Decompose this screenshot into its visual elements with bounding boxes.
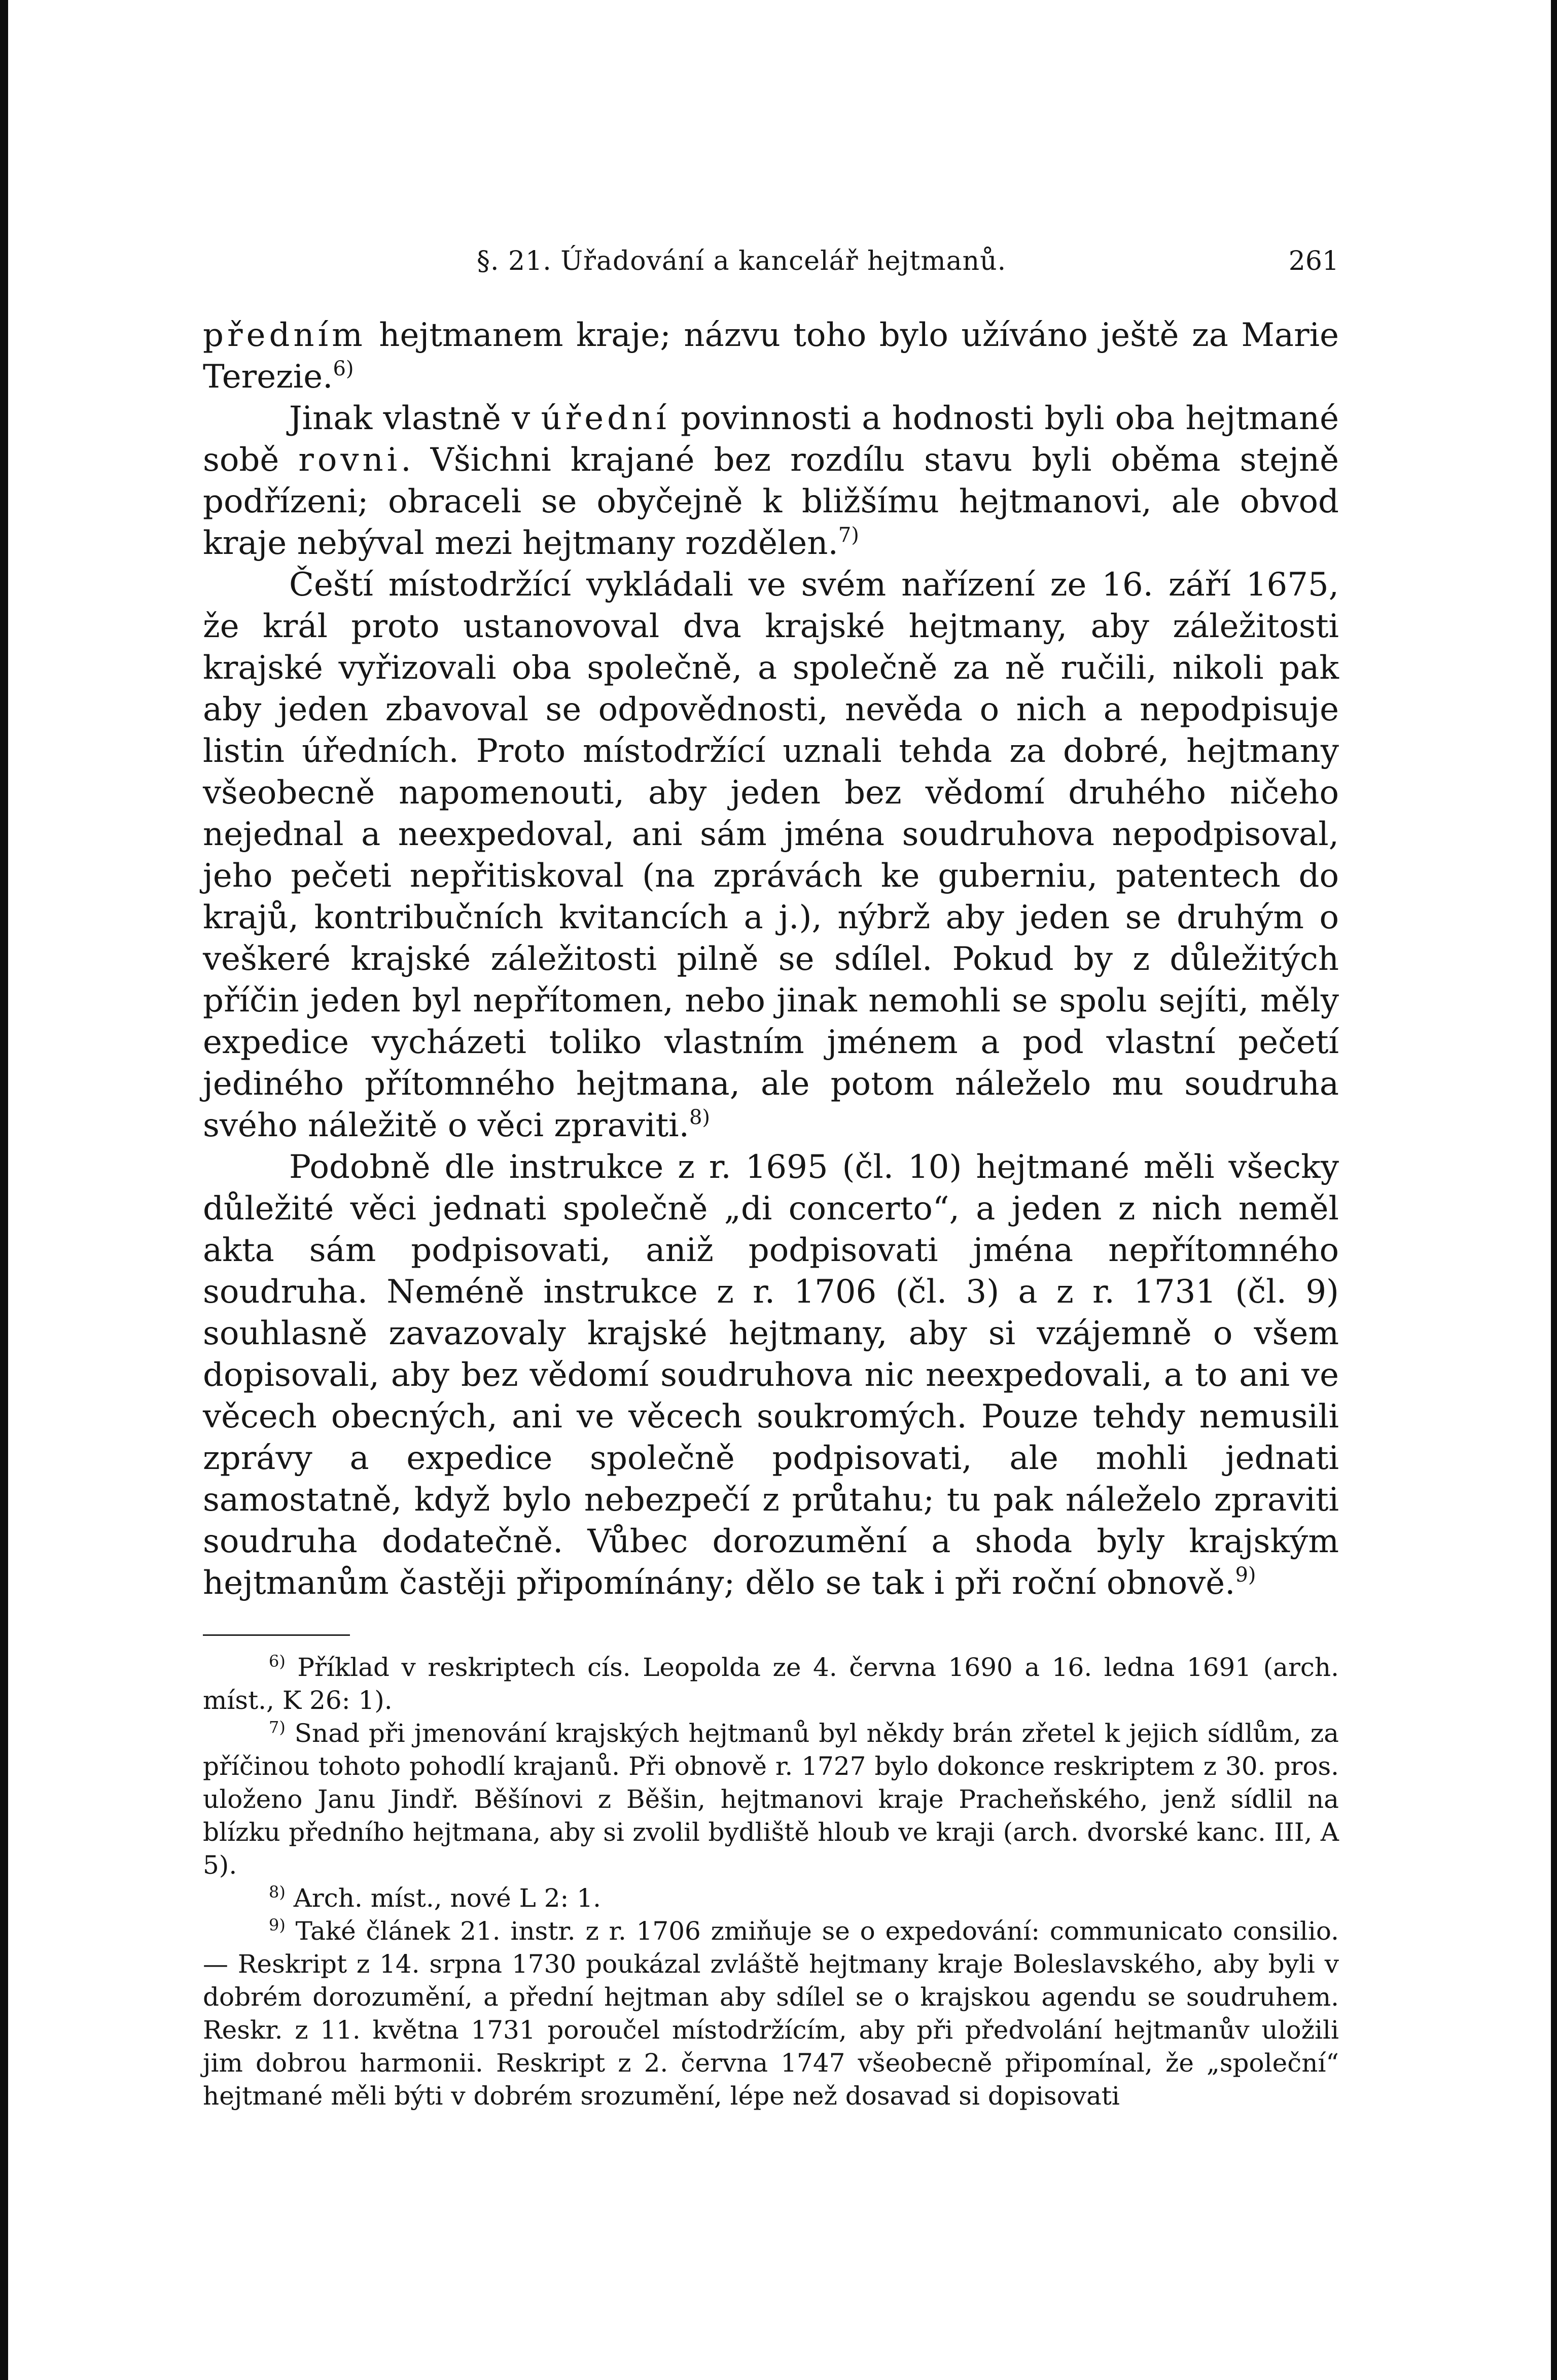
footnotes <box>203 1651 1339 2113</box>
scan-border-left <box>0 0 8 2380</box>
emphasized-word: rovni <box>298 441 401 479</box>
paragraph-text: povinnosti a hodnosti byli oba hejtmané sobě <box>203 400 1339 479</box>
footnote-mark: 7) <box>269 1718 286 1737</box>
emphasized-word: předním <box>203 317 366 354</box>
paragraph-text: Čeští místodržící vykládali ve svém nařízení ze 16. září 1675, že král proto ustanovoval dva krajské hejtmany, aby záležitosti krajské vyřizovali oba společně, a společně za ně ručili, nikoli pak aby jeden zbavoval se odpovědnosti, nevěda o nich a nepodpisuje listin úředních. Proto místodržící uznali tehda za dobré, hejtmany všeobecně napomenouti, aby jeden bez vědomí druhého ničeho nejednal a neexpedoval, ani sám jména soudruhova nepodpisoval, jeho pečeti nepřitiskoval (na zprávách ke guberniu, patentech do krajů, kontribučních kvitancích a j.), nýbrž aby jeden se druhým o veškeré krajské záležitosti pilně se sdílel. Pokud by z důležitých příčin jeden byl nepřítomen, nebo jinak nemohli se spolu sejíti, měly expedice vycházeti toliko vlastním jménem a pod vlastní pečetí jediného přítomného hejtmana, ale potom náleželo mu soudruha svého náležitě o věci zpraviti. <box>203 566 1339 1144</box>
paragraph-text: . Všichni krajané bez rozdílu stavu byli oběma stejně podřízeni; obraceli se obyčejně k bližšímu hejtmanovi, ale obvod kraje nebýval mezi hejtmany rozdělen. <box>203 441 1339 562</box>
footnote-text: Také článek 21. instr. z r. 1706 zmiňuje se o expedování: communicato consilio. — Reskript z 14. srpna 1730 poukázal zvláště hejtmany kraje Boleslavského, aby byli v dobrém dorozumění, a přední hejtman aby sdílel se o krajskou agendu se soudruhem. Reskr. z 11. května 1731 poroučel místodržícím, aby při předvolání hejtmanův uložili jim dobrou harmonii. Reskript z 2. června 1747 všeobecně připomínal, že „společní“ hejtmané měli býti v dobrém srozumění, lépe než dosavad si dopisovati <box>203 1916 1339 2111</box>
footnote-8 <box>203 1882 1339 1915</box>
paragraph-text: Podobně dle instrukce z r. 1695 (čl. 10) hejtmané měli všecky důležité věci jednati společně „di concerto“, a jeden z nich neměl akta sám podpisovati, aniž podpisovati jména nepřítomného soudruha. Neméně instrukce z r. 1706 (čl. 3) a z r. 1731 (čl. 9) souhlasně zavazovaly krajské hejtmany, aby si vzájemně o všem dopisovali, aby bez vědomí soudruhova nic neexpedovali, a to ani ve věcech obecných, ani ve věcech soukromých. Pouze tehdy nemusili zprávy a expedice společně podpisovati, ale mohli jednati samostatně, když bylo nebezpečí z průtahu; tu pak náleželo zpraviti soudruha dodatečně. Vůbec dorozumění a shoda byly krajským hejtmanům častěji připomínány; dělo se tak i při roční obnově. <box>203 1148 1339 1602</box>
footnote-mark: 6) <box>269 1652 286 1671</box>
footnote-text: Snad při jmenování krajských hejtmanů byl někdy brán zřetel k jejich sídlům, za příčinou tohoto pohodlí krajanů. Při obnově r. 1727 bylo dokonce reskriptem z 30. pros. uloženo Janu Jindř. Běšínovi z Běšin, hejtmanovi kraje Pracheňského, jenž sídlil na blízku předního hejtmana, aby si zvolil bydliště hloub ve kraji (arch. dvorské kanc. III, A 5). <box>203 1719 1339 1880</box>
footnote-mark: 9) <box>269 1915 286 1935</box>
paragraph-1 <box>203 314 1339 398</box>
main-text <box>203 314 1339 1604</box>
footnote-text: Arch. míst., nové L 2: 1. <box>285 1883 601 1913</box>
footnote-text: Příklad v reskriptech cís. Leopolda ze 4. června 1690 a 16. ledna 1691 (arch. míst., K 26: 1). <box>203 1653 1339 1715</box>
footnote-ref: 8) <box>689 1106 711 1129</box>
scan-border-right <box>1551 0 1557 2380</box>
footnote-ref: 6) <box>333 357 354 380</box>
paragraph-3 <box>203 564 1339 1146</box>
footnote-9 <box>203 1915 1339 2113</box>
section-title: §. 21. Úřadování a kancelář hejtmanů. <box>477 246 1007 276</box>
footnote-7 <box>203 1717 1339 1882</box>
footnote-6 <box>203 1651 1339 1717</box>
footnote-divider <box>203 1634 350 1636</box>
page-number: 261 <box>1288 246 1339 276</box>
footnote-ref: 7) <box>838 523 859 547</box>
footnote-ref: 9) <box>1235 1563 1256 1587</box>
paragraph-2 <box>203 398 1339 564</box>
paragraph-4 <box>203 1146 1339 1604</box>
running-header <box>203 238 1339 284</box>
book-page <box>203 238 1339 2113</box>
paragraph-text: hejtmanem kraje; názvu toho bylo užíváno ještě za Marie Terezie. <box>203 317 1339 396</box>
emphasized-word: úřední <box>541 400 670 437</box>
footnote-mark: 8) <box>269 1882 286 1902</box>
paragraph-text: Jinak vlastně v <box>289 400 541 437</box>
